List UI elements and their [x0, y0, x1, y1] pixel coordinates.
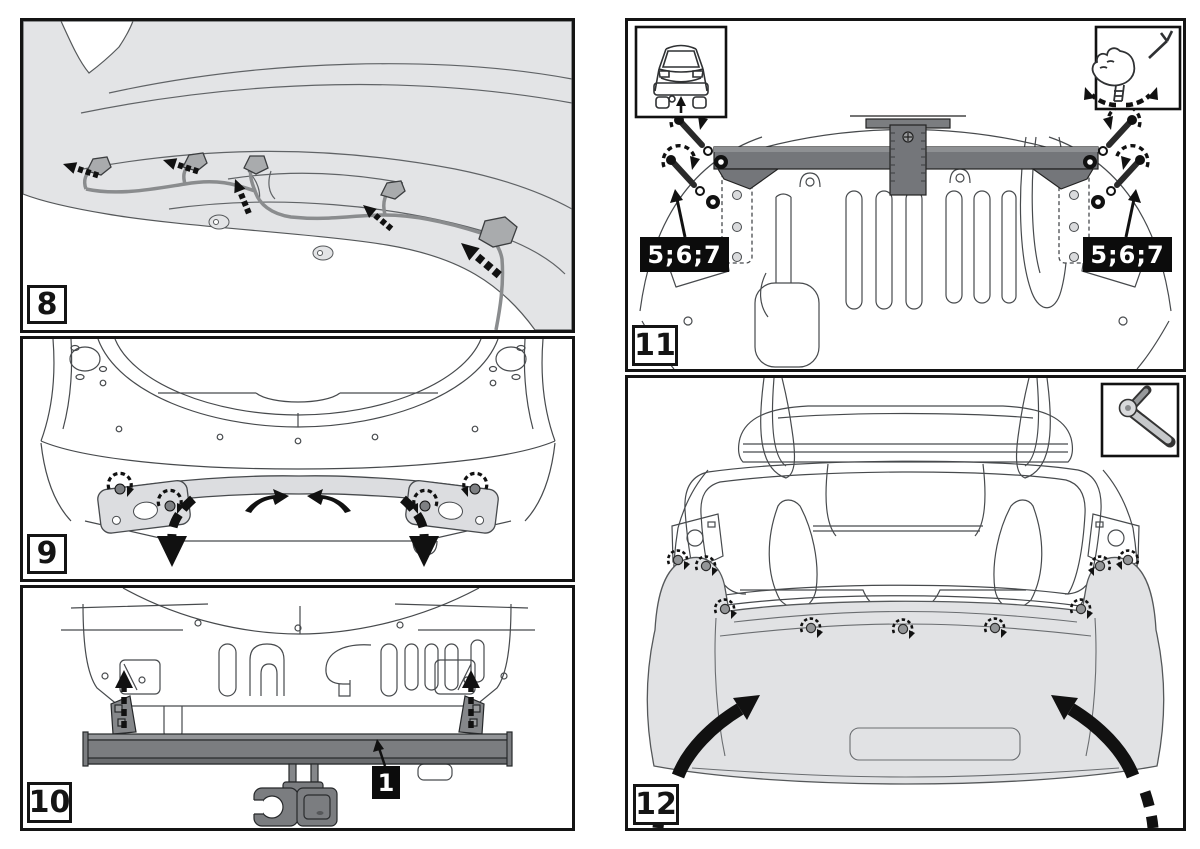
part-number-callout: 1 — [372, 766, 400, 799]
bumper-cover — [647, 558, 1163, 784]
panel-step-9 — [20, 336, 575, 582]
step-number-badge: 10 — [27, 782, 72, 823]
remove-down-arrows — [157, 499, 439, 567]
fastener-callout-right: 5;6;7 — [1083, 237, 1172, 272]
panel-step-11 — [625, 18, 1186, 372]
ratchet-wrench-icon — [1102, 384, 1178, 456]
towbar-crossmember — [83, 696, 512, 826]
harness-routing-drawing — [23, 21, 572, 330]
hand-tighten-icon — [1084, 27, 1180, 109]
fastener-callout-left: 5;6;7 — [640, 237, 729, 272]
step-number-badge: 11 — [632, 325, 678, 366]
towbar-fitting-drawing — [23, 588, 572, 828]
fasteners-right — [1083, 106, 1148, 237]
fasteners-left — [663, 106, 728, 237]
beam-removal-drawing — [23, 339, 572, 579]
car-rear-arrow-icon — [636, 27, 726, 117]
bumper-refit-drawing — [628, 378, 1183, 828]
crossmember — [714, 116, 1098, 195]
step-number-badge: 8 — [27, 285, 67, 324]
panel-step-12 — [625, 375, 1186, 831]
panel-step-8 — [20, 18, 575, 333]
step-number-badge: 12 — [633, 784, 679, 825]
step-number-badge: 9 — [27, 534, 67, 574]
fastening-drawing — [628, 21, 1183, 369]
panel-step-10 — [20, 585, 575, 831]
